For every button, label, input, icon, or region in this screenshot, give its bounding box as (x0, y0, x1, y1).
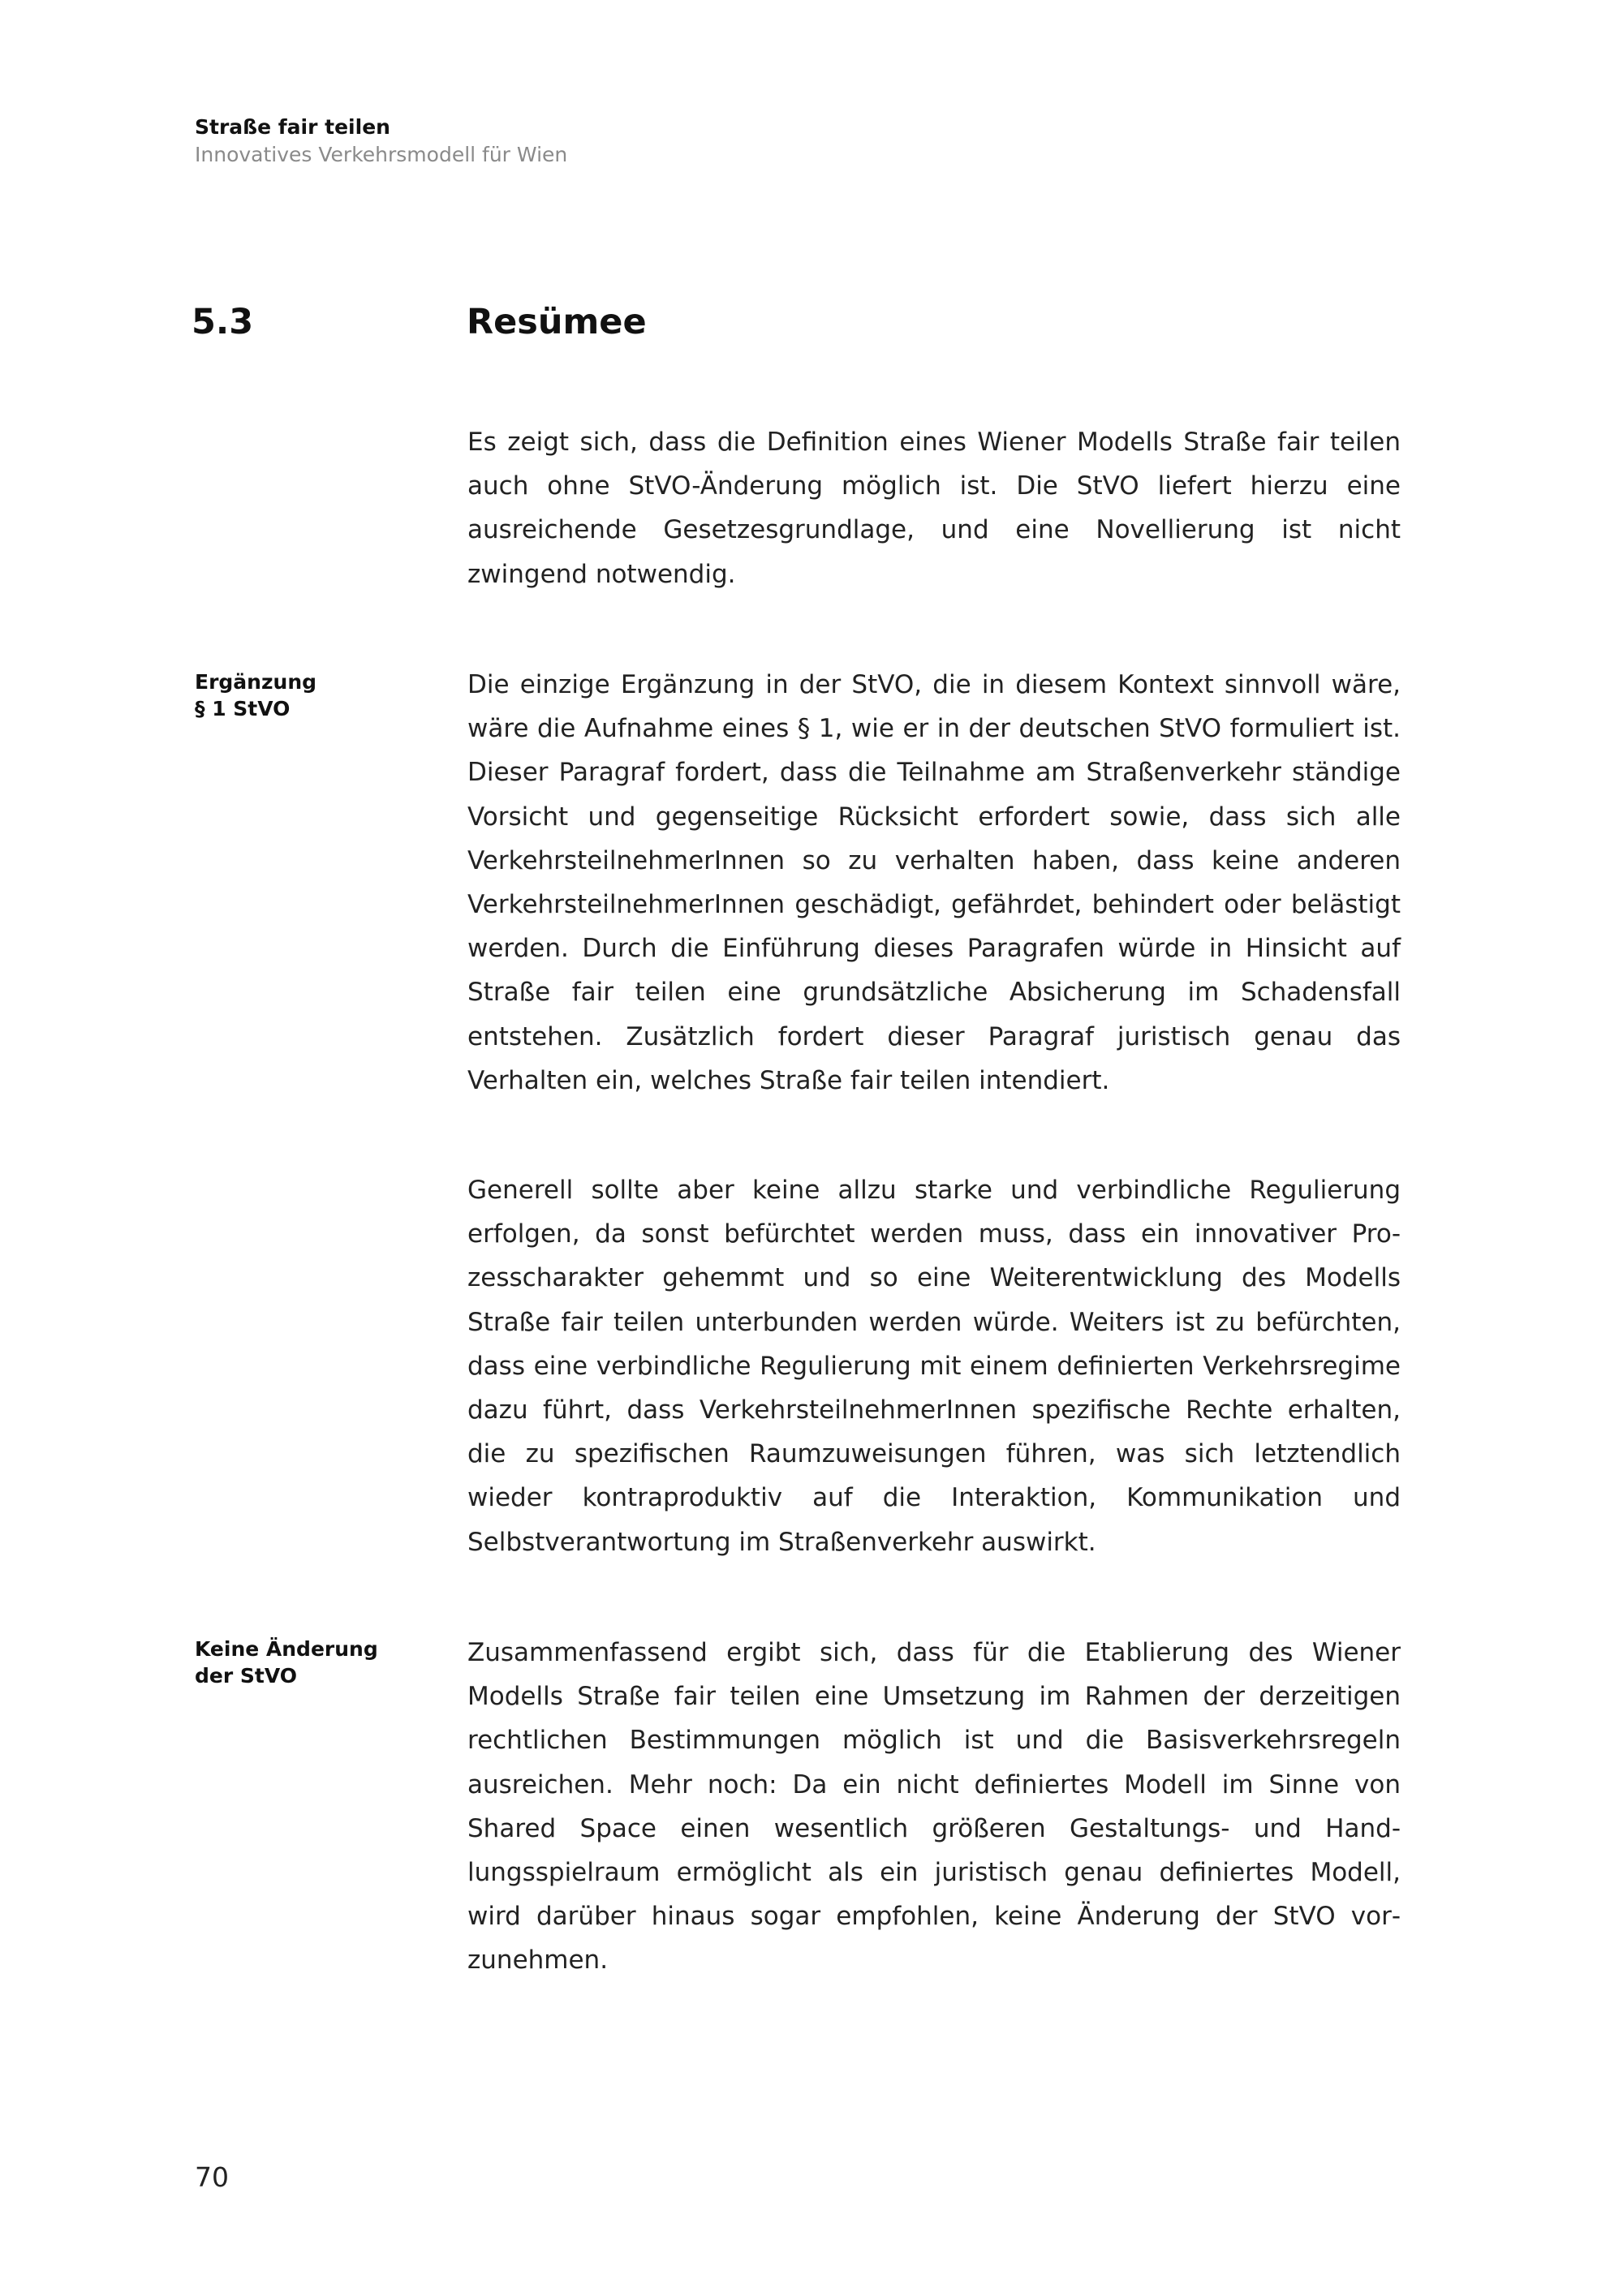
margin-note-line: § 1 StVO (195, 697, 291, 720)
paragraph-ergaenzung: Die einzige Ergänzung in der StVO, die in diesem Kontext sinnvoll wäre, wäre die Aufnahme eines § 1, wie er in der deutschen StVO formuliert ist. Dieser Paragraf fordert, dass die Teilnahme am Straßenverkehr ständige Vorsicht und gegenseitige Rücksicht erfordert sowie, dass sich alle VerkehrsteilnehmerInnen so zu verhalten haben, dass keine anderen VerkehrsteilnehmerInnen geschädigt, gefährdet, behindert oder belästigt werden. Durch die Einführung dieses Paragrafen würde in Hinsicht auf Straße fair teilen eine grundsätzliche Absicherung im Schadensfall entstehen. Zusätzlich fordert dieser Paragraf juristisch genau das Verhalten ein, welches Straße fair teilen intendiert. (467, 670, 1401, 1095)
margin-note-line: der StVO (195, 1664, 298, 1688)
section-number: 5.3 (192, 302, 254, 342)
margin-note-line: Ergänzung (195, 670, 317, 694)
paragraph-zusammenfassung: Zusammenfassend ergibt sich, dass für die Etablierung des Wiener Modells Straße fair teilen eine Umsetzung im Rahmen der derzeitigen rechtlichen Bestimmungen möglich ist und die Basisverkehrsregeln ausreichen. Mehr noch: Da ein nicht definiertes Modell im Sinne von Shared Space einen wesentlich größeren Gestaltungs- und Handlungsspielraum ermöglicht als ein juristisch genau definiertes Modell, wird darüber hinaus sogar empfohlen, keine Änderung der StVO vorzunehmen. (467, 1638, 1401, 1976)
header-subtitle: Innovatives Verkehrsmodell für Wien (195, 143, 568, 166)
margin-note-line: Keine Änderung (195, 1637, 378, 1661)
page-number: 70 (195, 2161, 229, 2193)
paragraph-regulierung: Generell sollte aber keine allzu starke und verbindliche Regulierung erfolgen, da sonst befürchtet werden muss, dass ein innovativer Prozesscharakter gehemmt und so eine Weiterentwicklung des Modells Straße fair teilen unterbunden werden würde. Weiters ist zu befürchten, dass eine verbindliche Regulierung mit einem definierten Verkehrsregime dazu führt, dass VerkehrsteilnehmerInnen spezifische Rechte erhalten, die zu spezifischen Raumzuweisungen führen, was sich letztendlich wieder kontraproduktiv auf die Interaktion, Kommunikation und Selbstverantwortung im Straßenverkehr auswirkt. (467, 1176, 1401, 1557)
running-header (195, 114, 567, 169)
header-title: Straße fair teilen (195, 115, 390, 139)
margin-note-keine-aenderung (195, 1636, 406, 1689)
margin-note-ergaenzung (195, 669, 406, 722)
paragraph-intro: Es zeigt sich, dass die Definition eines Wiener Modells Straße fair teilen auch ohne StVO-Änderung möglich ist. Die StVO liefert hierzu eine ausreichende Gesetzesgrundlage, und eine Novellierung ist nicht zwingend notwendig. (467, 428, 1401, 589)
section-title: Resümee (467, 302, 647, 342)
